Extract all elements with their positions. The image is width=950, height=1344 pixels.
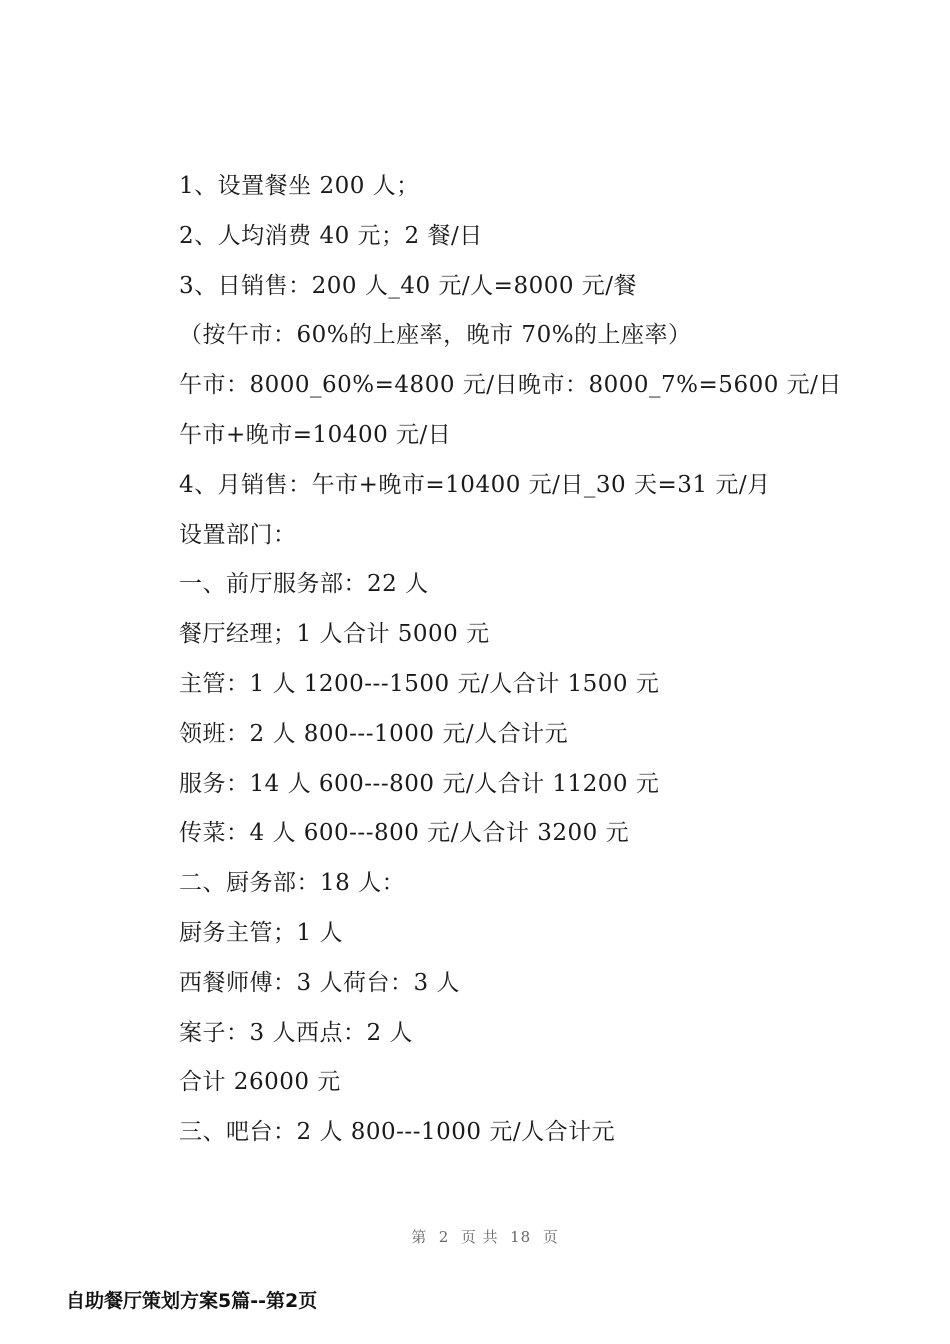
section-heading: 一、前厅服务部：22 人 [179, 571, 429, 598]
text-line: 1、设置餐坐 200 人； [179, 173, 420, 199]
text-line: 西餐师傅：3 人荷台：3 人 [179, 969, 460, 996]
document-caption: 自助餐厅策划方案5篇--第2页 [66, 1290, 318, 1312]
text-line: 3、日销售：200 人_40 元/人=8000 元/餐 [179, 272, 638, 299]
text-line: 主管：1 人 1200---1500 元/人合计 1500 元 [179, 670, 660, 697]
text-line: 传菜：4 人 600---800 元/人合计 3200 元 [179, 820, 630, 847]
text-line: 合计 26000 元 [179, 1069, 341, 1096]
text-line: 领班：2 人 800---1000 元/人合计元 [179, 720, 569, 747]
text-line: 服务：14 人 600---800 元/人合计 11200 元 [179, 770, 660, 797]
text-line: 餐厅经理；1 人合计 5000 元 [179, 621, 490, 648]
page-number: 第 2 页 共 18 页 [411, 1228, 559, 1246]
text-line: 4、月销售：午市+晚市=10400 元/日_30 天=31 元/月 [179, 471, 771, 498]
section-heading: 二、厨务部：18 人： [179, 870, 406, 897]
section-heading: 三、吧台：2 人 800---1000 元/人合计元 [179, 1119, 616, 1146]
document-body [179, 166, 879, 1162]
text-line: 案子：3 人西点：2 人 [179, 1019, 413, 1046]
text-line: 2、人均消费 40 元；2 餐/日 [179, 222, 483, 249]
section-heading: 设置部门： [179, 521, 297, 548]
text-line: 厨务主管；1 人 [179, 919, 343, 946]
text-line: 午市：8000_60%=4800 元/日晚市：8000_7%=5600 元/日 [179, 372, 842, 399]
text-line: 午市+晚市=10400 元/日 [179, 421, 452, 448]
text-line: （按午市：60%的上座率，晚市 70%的上座率） [179, 322, 692, 349]
